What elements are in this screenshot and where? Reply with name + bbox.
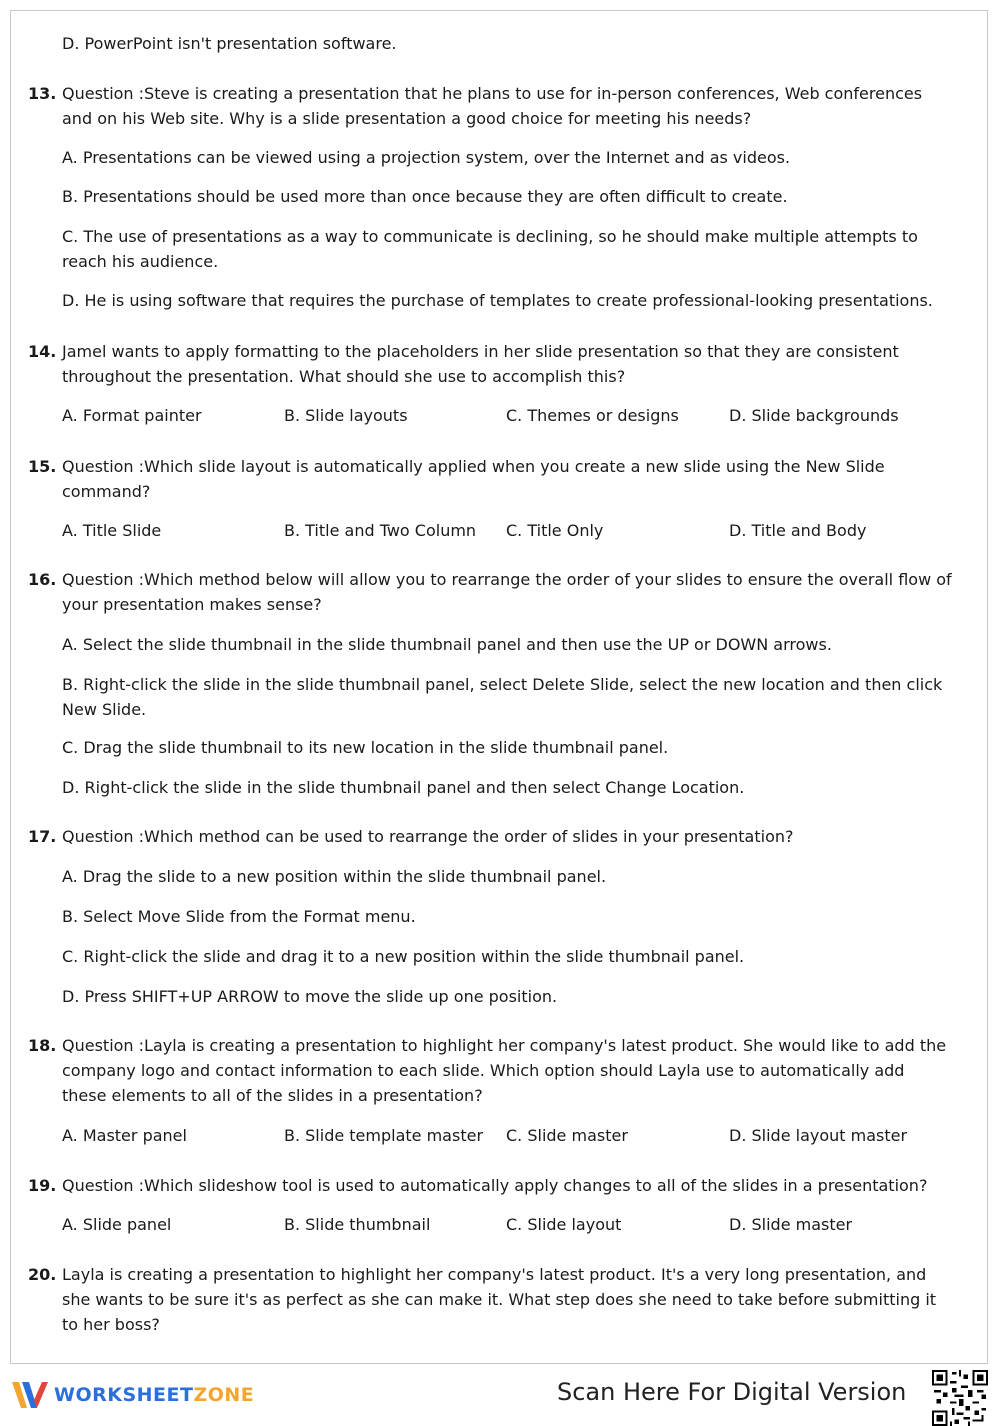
question-number: 16. <box>28 570 57 589</box>
answer-option: A. Presentations can be viewed using a projection system, over the Internet and as videos. <box>62 148 791 167</box>
worksheet-page <box>10 10 988 1364</box>
question-text: Question :Steve is creating a presentation that he plans to use for in-person conferences, Web conferences and on his Web site. Why is a slide presentation a good choice for meeting his needs? <box>62 84 923 128</box>
brand-name <box>54 1384 254 1406</box>
answer-option: C. The use of presentations as a way to communicate is declining, so he should make multiple attempts to reach his audience. <box>62 227 918 271</box>
answer-option: A. Master panel <box>62 1126 187 1145</box>
brand-name-part1: WORKSHEET <box>54 1384 194 1406</box>
answer-option: B. Select Move Slide from the Format menu. <box>62 907 416 926</box>
answer-option: D. Right-click the slide in the slide thumbnail panel and then select Change Location. <box>62 778 745 797</box>
question-number: 18. <box>28 1036 57 1055</box>
worksheetzone-logo-icon <box>10 1378 50 1412</box>
answer-option: B. Slide layouts <box>284 406 408 425</box>
answer-option: D. Slide master <box>729 1215 853 1234</box>
answer-option: C. Slide master <box>506 1126 628 1145</box>
question-text: Question :Which method can be used to rearrange the order of slides in your presentation? <box>62 827 794 846</box>
question-text: Question :Which method below will allow you to rearrange the order of your slides to ensure the overall flow of your presentation makes sense? <box>62 570 952 614</box>
question-text: Question :Which slideshow tool is used to automatically apply changes to all of the slides in a presentation? <box>62 1176 928 1195</box>
question-number: 13. <box>28 84 57 103</box>
question-number: 14. <box>28 342 57 361</box>
scan-caption: Scan Here For Digital Version <box>557 1378 907 1406</box>
question-number: 20. <box>28 1265 57 1284</box>
question-number: 15. <box>28 457 57 476</box>
answer-option: C. Themes or designs <box>506 406 679 425</box>
answer-option: D. Slide backgrounds <box>729 406 899 425</box>
answer-option: A. Select the slide thumbnail in the slide thumbnail panel and then use the UP or DOWN arrows. <box>62 635 832 654</box>
answer-option: C. Drag the slide thumbnail to its new location in the slide thumbnail panel. <box>62 738 669 757</box>
page-footer <box>0 1366 1000 1414</box>
answer-option: D. PowerPoint isn't presentation software. <box>62 34 397 53</box>
question-text: Question :Which slide layout is automatically applied when you create a new slide using the New Slide command? <box>62 457 885 501</box>
question-text: Jamel wants to apply formatting to the placeholders in her slide presentation so that they are consistent throughout the presentation. What should she use to accomplish this? <box>62 342 899 386</box>
answer-option: A. Slide panel <box>62 1215 172 1234</box>
answer-option: D. Press SHIFT+UP ARROW to move the slide up one position. <box>62 987 558 1006</box>
answer-option: D. Title and Body <box>729 521 867 540</box>
answer-option: D. He is using software that requires the purchase of templates to create professional-looking presentations. <box>62 291 933 310</box>
qr-code-icon[interactable] <box>932 1370 988 1426</box>
brand-logo[interactable] <box>10 1378 254 1412</box>
answer-option: D. Slide layout master <box>729 1126 908 1145</box>
question-number: 19. <box>28 1176 57 1195</box>
question-text: Layla is creating a presentation to highlight her company's latest product. It's a very long presentation, and she wants to be sure it's as perfect as she can make it. What step does she need to take before submitting it to her boss? <box>62 1265 937 1334</box>
question-number: 17. <box>28 827 57 846</box>
answer-option: B. Slide thumbnail <box>284 1215 431 1234</box>
brand-name-part2: ZONE <box>193 1384 255 1406</box>
answer-option: B. Right-click the slide in the slide thumbnail panel, select Delete Slide, select the new location and then click New Slide. <box>62 675 943 719</box>
answer-option: B. Slide template master <box>284 1126 484 1145</box>
answer-option: A. Format painter <box>62 406 202 425</box>
answer-option: B. Title and Two Column <box>284 521 477 540</box>
answer-option: C. Title Only <box>506 521 604 540</box>
question-text: Question :Layla is creating a presentation to highlight her company's latest product. She would like to add the company logo and contact information to each slide. Which option should Layla use to automatically add these elements to all of the slides in a presentation? <box>62 1036 947 1105</box>
answer-option: C. Right-click the slide and drag it to a new position within the slide thumbnail panel. <box>62 947 745 966</box>
answer-option: B. Presentations should be used more than once because they are often difficult to create. <box>62 187 788 206</box>
answer-option: A. Drag the slide to a new position within the slide thumbnail panel. <box>62 867 607 886</box>
answer-option: A. Title Slide <box>62 521 162 540</box>
answer-option: C. Slide layout <box>506 1215 622 1234</box>
